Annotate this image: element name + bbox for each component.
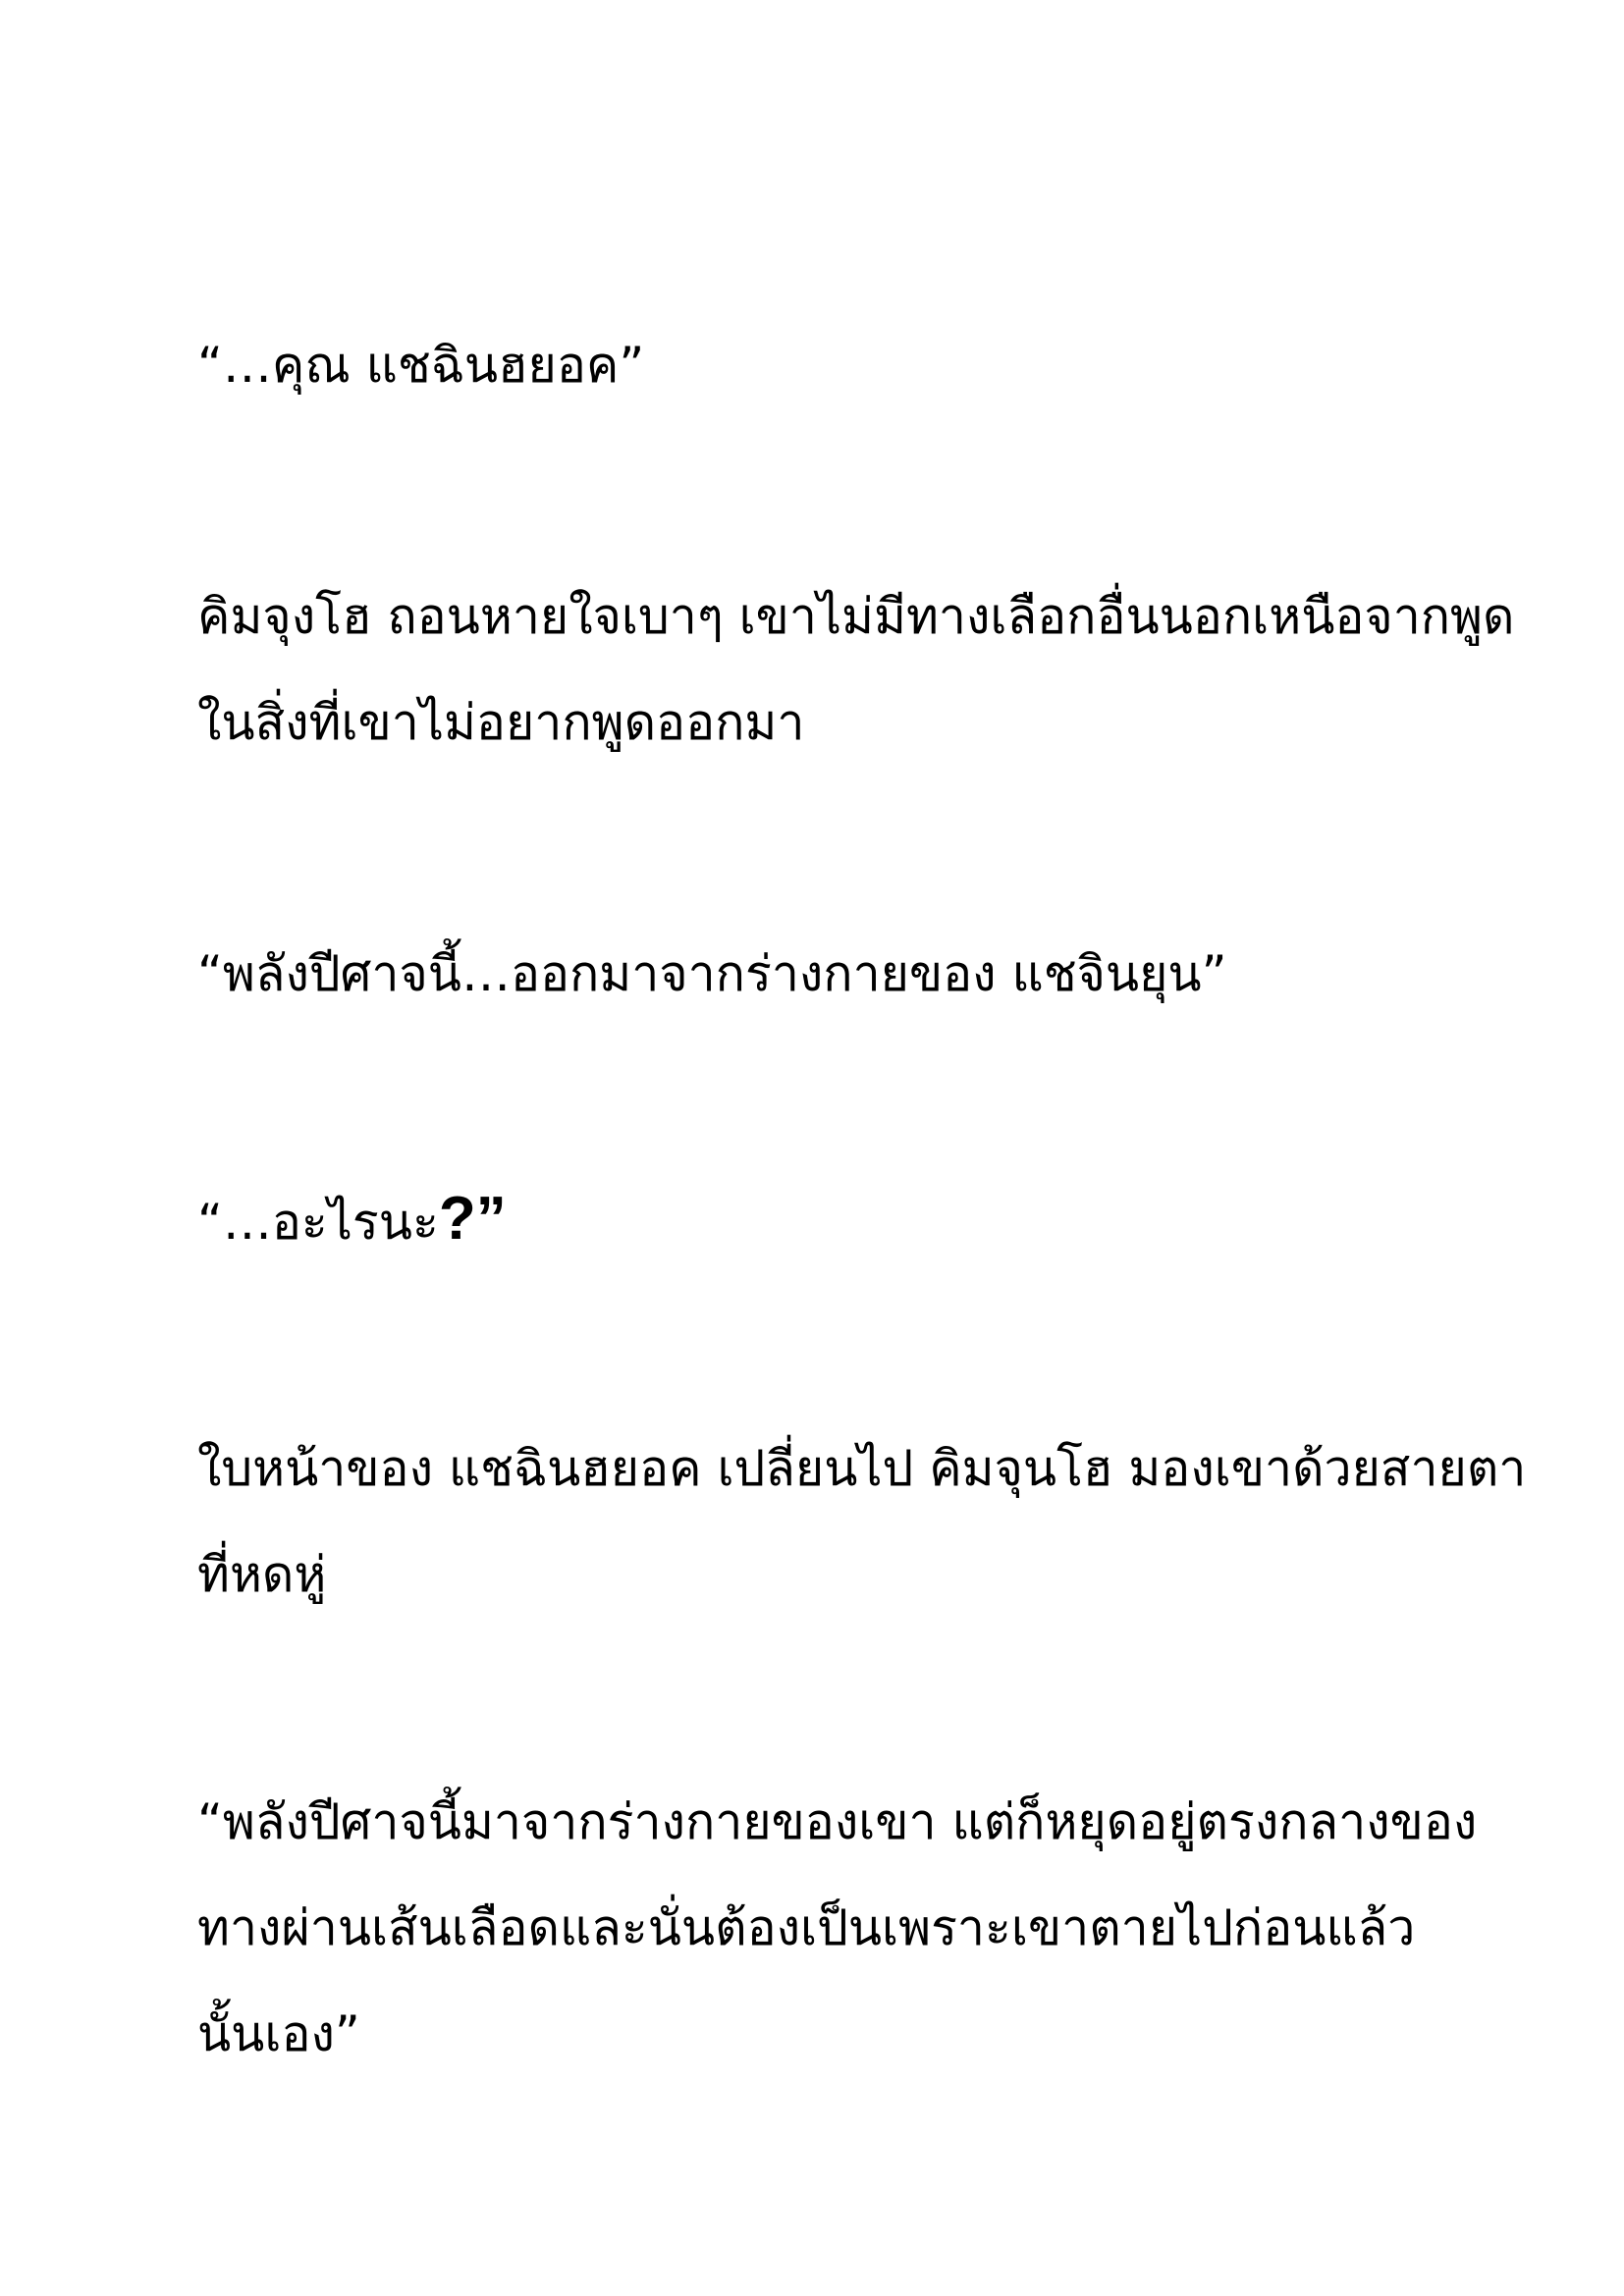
text-line: คิมจุงโฮ ถอนหายใจเบาๆ เขาไม่มีทางเลือกอื่นนอกเหนือจากพูด [197, 588, 1515, 645]
text-line: “พลังปีศาจนี้มาจากร่างกายของเขา แต่ก็หยุดอยู่ตรงกลางของ [197, 1793, 1478, 1850]
text-segment: “…อะไรนะ [197, 1194, 439, 1251]
question-mark: ?” [438, 1185, 507, 1253]
text-line: “…คุณ แชฉินฮยอค” [197, 337, 645, 394]
text-line: “พลังปีศาจนี้…ออกมาจากร่างกายของ แชจินยุน” [197, 945, 1227, 1002]
text-line: ใบหน้าของ แชฉินฮยอค เปลี่ยนไป คิมจุนโฮ มองเขาด้วยสายตา [197, 1440, 1527, 1497]
text-line: ในสิ่งที่เขาไม่อยากพูดออกมา [197, 694, 805, 751]
text-line: นั้นเอง” [197, 2005, 360, 2062]
text-line: ที่หดหู่ [197, 1546, 327, 1603]
text-line: ทางผ่านเส้นเลือดและนั่นต้องเป็นเพราะเขาตายไปก่อนแล้ว [197, 1899, 1416, 1956]
text-line [197, 1185, 507, 1253]
